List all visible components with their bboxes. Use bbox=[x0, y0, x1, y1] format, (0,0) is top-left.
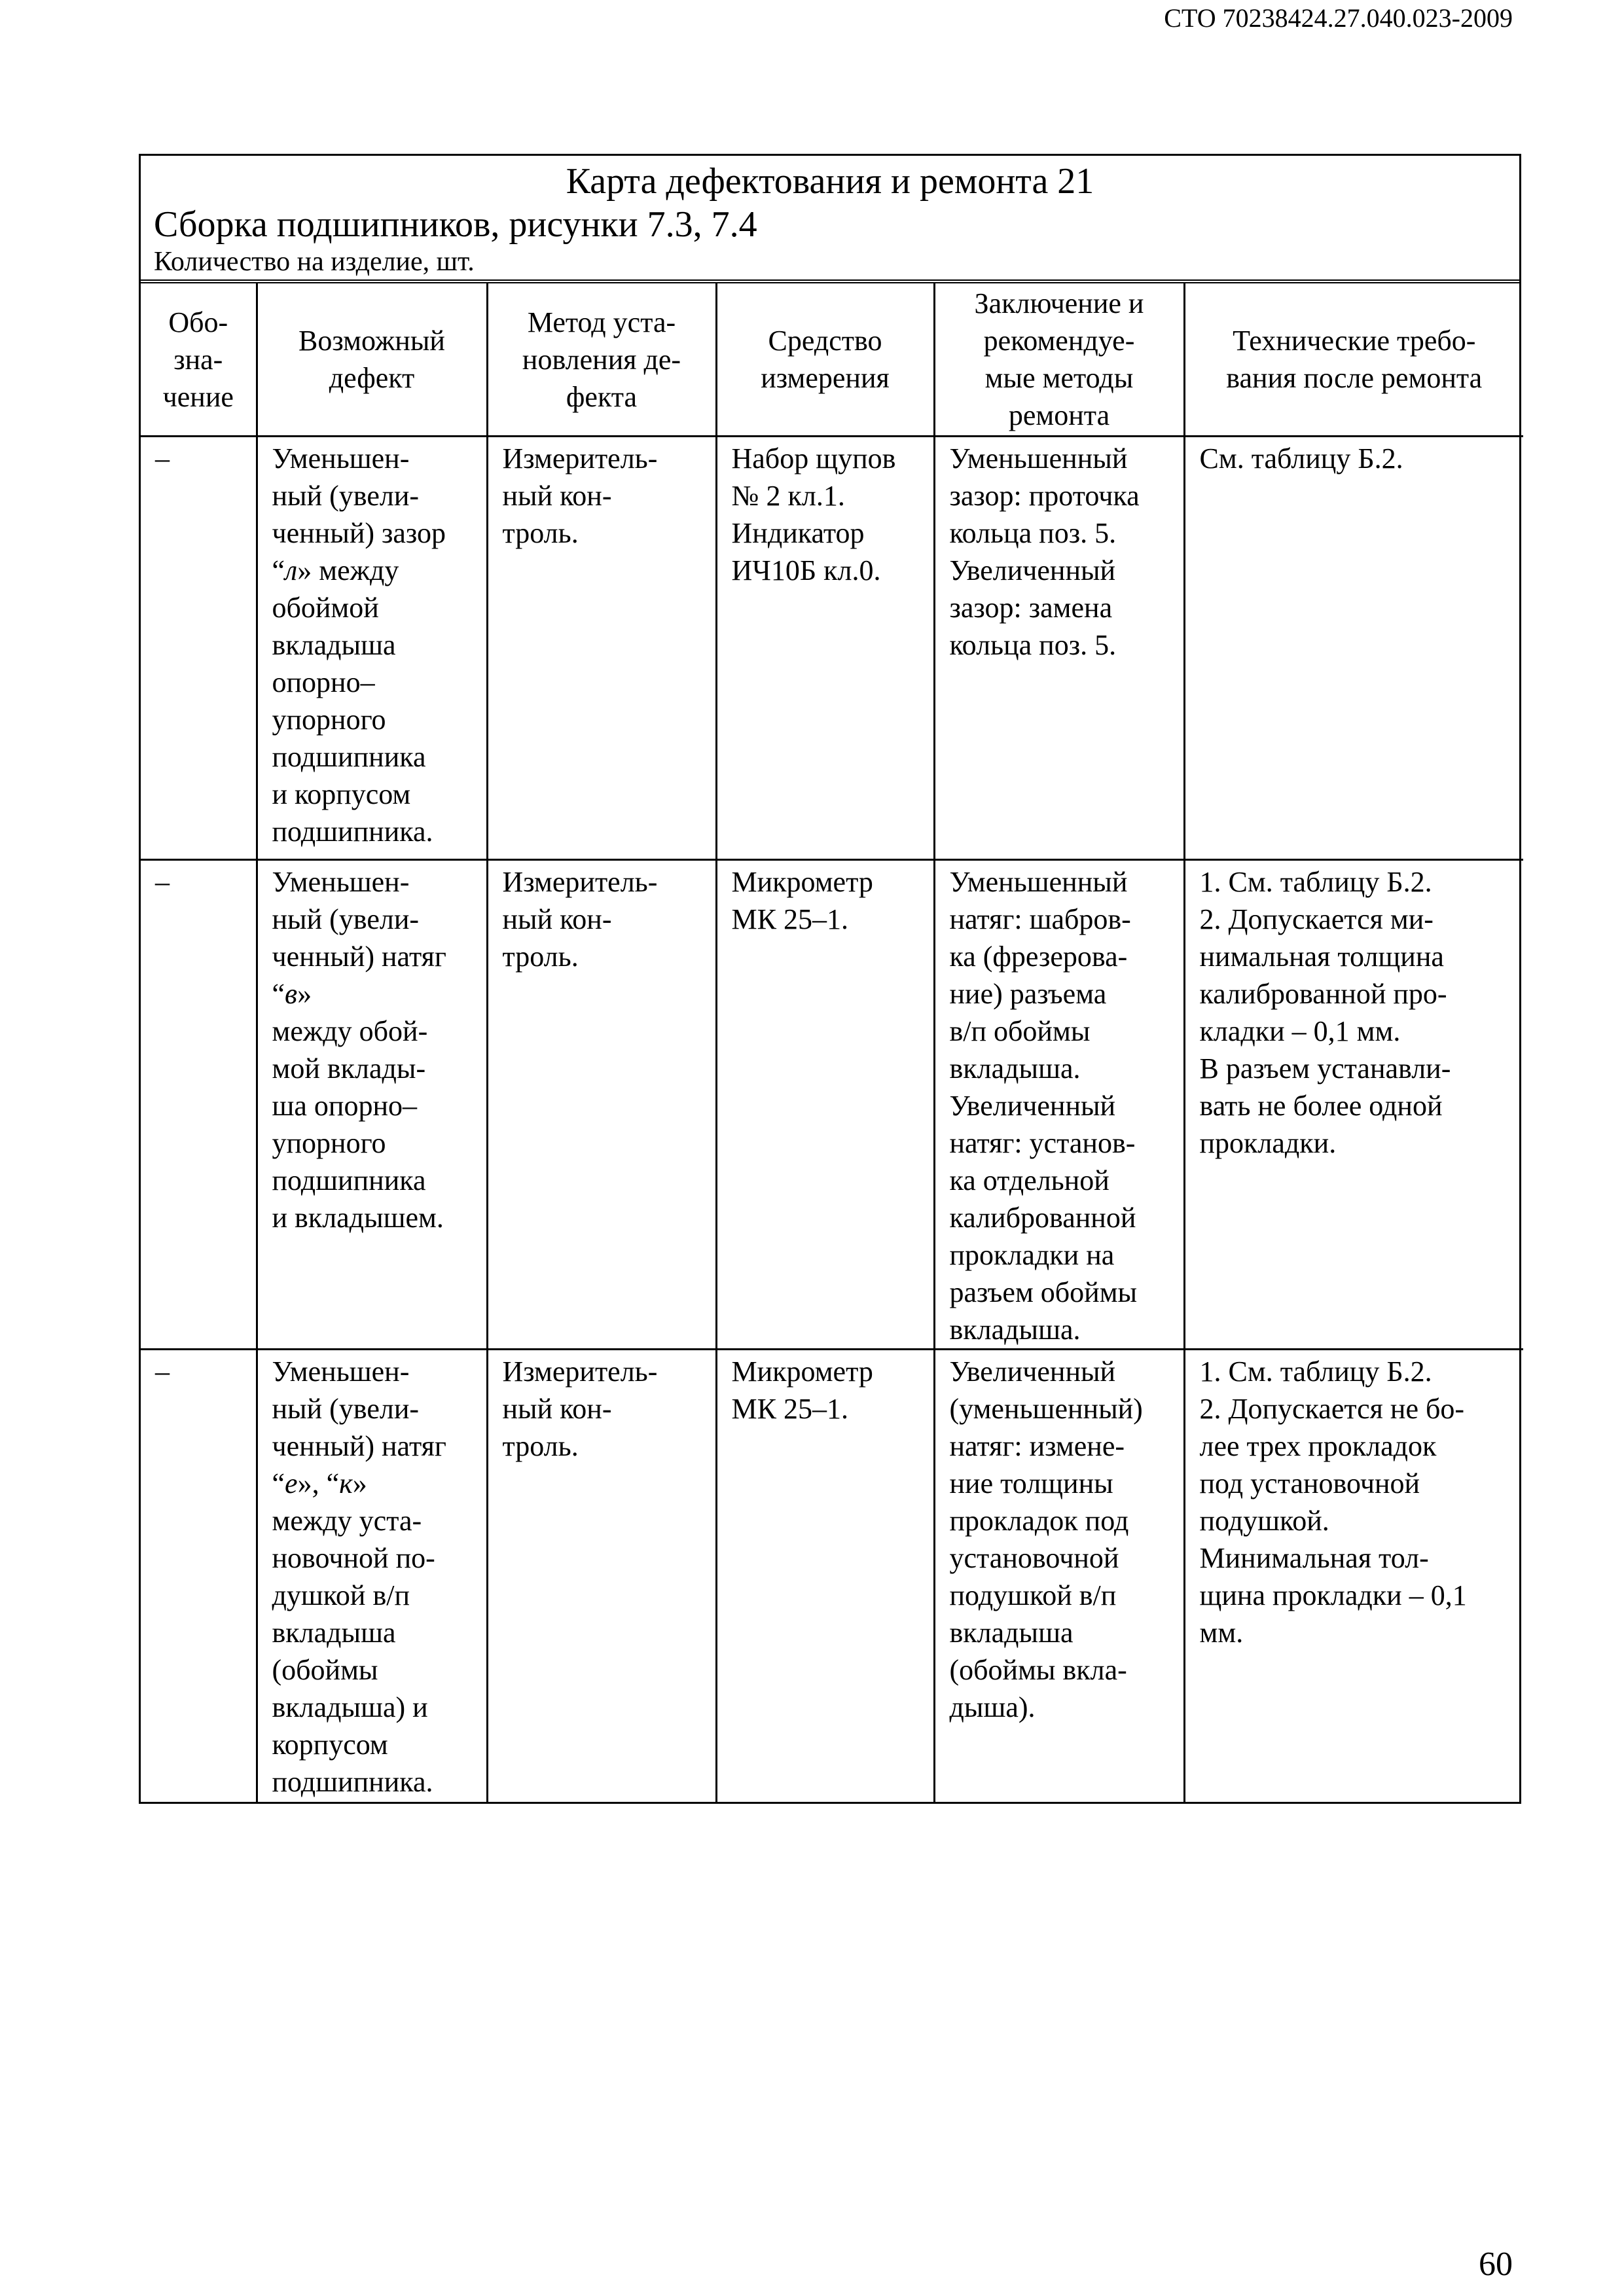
cell-line: дыша). bbox=[949, 1691, 1036, 1723]
cell-line: ченный) зазор bbox=[272, 517, 446, 549]
cell-line: подшипника. bbox=[272, 816, 433, 848]
cell-line: Средство bbox=[768, 325, 882, 357]
cell-line: Метод уста- bbox=[527, 306, 676, 338]
cell-line: – bbox=[155, 866, 170, 898]
cell-method bbox=[487, 1350, 716, 1803]
cell-line: “в» bbox=[272, 978, 312, 1010]
cell-line: ремонта bbox=[1008, 399, 1110, 431]
cell-line: № 2 кл.1. bbox=[731, 480, 845, 512]
cell-line: 1. См. таблицу Б.2. bbox=[1199, 866, 1432, 898]
cell-line: и вкладышем. bbox=[272, 1202, 444, 1234]
cell-line: ша опорно– bbox=[272, 1090, 418, 1122]
cell-line: “е», “к» bbox=[272, 1467, 367, 1499]
cell-line: чение bbox=[162, 380, 234, 413]
cell-line: лее трех прокладок bbox=[1199, 1430, 1437, 1462]
cell-line: Микрометр bbox=[731, 866, 873, 898]
cell-line: кладки – 0,1 мм. bbox=[1199, 1015, 1401, 1047]
cell-defect bbox=[257, 860, 487, 1350]
cell-line: новления де- bbox=[522, 343, 681, 376]
cell-line: МК 25–1. bbox=[731, 1393, 848, 1425]
header-requirements bbox=[1184, 283, 1523, 437]
cell-line: троль. bbox=[502, 1430, 579, 1462]
cell-line: вкладыша. bbox=[949, 1314, 1081, 1346]
cell-line: 2. Допускается не бо- bbox=[1199, 1393, 1465, 1425]
card-header bbox=[141, 156, 1519, 283]
cell-line: троль. bbox=[502, 517, 579, 549]
page-number: 60 bbox=[1479, 2246, 1513, 2283]
header-defect bbox=[257, 283, 487, 437]
cell-method bbox=[487, 860, 716, 1350]
cell-line: калиброванной про- bbox=[1199, 978, 1447, 1010]
cell-line: Уменьшен- bbox=[272, 1355, 410, 1388]
cell-line: вания после ремонта bbox=[1226, 362, 1483, 394]
cell-line: “л» между bbox=[272, 554, 399, 586]
cell-line: упорного bbox=[272, 704, 386, 736]
cell-line: Минимальная тол- bbox=[1199, 1542, 1429, 1574]
cell-designation bbox=[141, 437, 257, 860]
cell-line: прокладок под bbox=[949, 1505, 1129, 1537]
header-instrument bbox=[716, 283, 934, 437]
cell-line: Обо- bbox=[168, 306, 228, 338]
cell-line: подшипника bbox=[272, 1164, 426, 1196]
cell-line: подушкой. bbox=[1199, 1505, 1329, 1537]
cell-line: Уменьшен- bbox=[272, 866, 410, 898]
cell-line: Уменьшенный bbox=[949, 866, 1128, 898]
cell-defect bbox=[257, 1350, 487, 1803]
cell-line: вкладыша bbox=[272, 629, 396, 661]
cell-line: (обоймы вкла- bbox=[949, 1654, 1127, 1686]
cell-line: мые методы bbox=[984, 362, 1134, 394]
cell-method bbox=[487, 437, 716, 860]
cell-line: мм. bbox=[1199, 1617, 1244, 1649]
cell-conclusion bbox=[934, 1350, 1184, 1803]
defect-table bbox=[141, 283, 1523, 1802]
cell-line: и корпусом bbox=[272, 778, 411, 810]
card-title: Карта дефектования и ремонта 21 bbox=[566, 161, 1094, 202]
cell-line: ка отдельной bbox=[949, 1164, 1110, 1196]
cell-line: под установочной bbox=[1199, 1467, 1420, 1499]
cell-line: натяг: установ- bbox=[949, 1127, 1136, 1159]
cell-line: ИЧ10Б кл.0. bbox=[731, 554, 881, 586]
header-conclusion bbox=[934, 283, 1184, 437]
cell-line: – bbox=[155, 1355, 170, 1388]
cell-requirements bbox=[1184, 860, 1523, 1350]
cell-line: дефект bbox=[329, 362, 415, 394]
cell-line: См. таблицу Б.2. bbox=[1199, 442, 1403, 475]
cell-line: Измеритель- bbox=[502, 866, 658, 898]
cell-line: Заключение и bbox=[974, 287, 1144, 319]
document-code: СТО 70238424.27.040.023-2009 bbox=[1164, 3, 1513, 33]
cell-line: прокладки. bbox=[1199, 1127, 1337, 1159]
cell-line: ный кон- bbox=[502, 903, 612, 935]
cell-line: вкладыша bbox=[949, 1617, 1074, 1649]
cell-line: ный (увели- bbox=[272, 1393, 420, 1425]
quantity-label: Количество на изделие, шт. bbox=[154, 247, 475, 277]
cell-line: подшипника. bbox=[272, 1766, 433, 1798]
cell-line: щина прокладки – 0,1 bbox=[1199, 1579, 1467, 1611]
cell-line: установочной bbox=[949, 1542, 1119, 1574]
cell-line: натяг: шабров- bbox=[949, 903, 1131, 935]
cell-line: ченный) натяг bbox=[272, 1430, 446, 1462]
cell-line: корпусом bbox=[272, 1729, 388, 1761]
cell-line: Технические требо- bbox=[1233, 325, 1476, 357]
cell-line: между обой- bbox=[272, 1015, 428, 1047]
cell-line: опорно– bbox=[272, 666, 375, 698]
cell-line: новочной по- bbox=[272, 1542, 435, 1574]
cell-line: вкладыша) и bbox=[272, 1691, 428, 1723]
cell-line: измерения bbox=[761, 362, 890, 394]
cell-line: ный (увели- bbox=[272, 903, 420, 935]
cell-instrument bbox=[716, 860, 934, 1350]
cell-designation bbox=[141, 1350, 257, 1803]
cell-line: троль. bbox=[502, 941, 579, 973]
cell-line: Измеритель- bbox=[502, 1355, 658, 1388]
cell-line: Уменьшен- bbox=[272, 442, 410, 475]
cell-line: зазор: замена bbox=[949, 592, 1113, 624]
cell-line: Индикатор bbox=[731, 517, 865, 549]
cell-line: Увеличенный bbox=[949, 1355, 1116, 1388]
cell-line: рекомендуе- bbox=[983, 325, 1135, 357]
header-method bbox=[487, 283, 716, 437]
cell-designation bbox=[141, 860, 257, 1350]
cell-line: зна- bbox=[173, 343, 223, 376]
cell-line: Увеличенный bbox=[949, 554, 1116, 586]
cell-line: калиброванной bbox=[949, 1202, 1136, 1234]
table-row bbox=[141, 1350, 1523, 1803]
cell-line: (уменьшенный) bbox=[949, 1393, 1143, 1425]
cell-line: ный (увели- bbox=[272, 480, 420, 512]
cell-line: натяг: измене- bbox=[949, 1430, 1125, 1462]
cell-line: вкладыша. bbox=[949, 1052, 1081, 1085]
cell-line: между уста- bbox=[272, 1505, 422, 1537]
cell-line: 2. Допускается ми- bbox=[1199, 903, 1434, 935]
table-header-row bbox=[141, 283, 1523, 437]
cell-line: Измеритель- bbox=[502, 442, 658, 475]
cell-line: – bbox=[155, 442, 170, 475]
cell-line: ние толщины bbox=[949, 1467, 1113, 1499]
cell-line: вать не более одной bbox=[1199, 1090, 1443, 1122]
cell-conclusion bbox=[934, 437, 1184, 860]
cell-line: Возможный bbox=[298, 325, 445, 357]
cell-line: упорного bbox=[272, 1127, 386, 1159]
cell-line: Уменьшенный bbox=[949, 442, 1128, 475]
cell-line: подшипника bbox=[272, 741, 426, 773]
cell-line: ный кон- bbox=[502, 1393, 612, 1425]
defect-repair-card bbox=[139, 154, 1521, 1804]
cell-line: зазор: проточка bbox=[949, 480, 1140, 512]
cell-line: Микрометр bbox=[731, 1355, 873, 1388]
cell-instrument bbox=[716, 437, 934, 860]
cell-line: душкой в/п bbox=[272, 1579, 410, 1611]
table-row bbox=[141, 437, 1523, 860]
cell-line: ный кон- bbox=[502, 480, 612, 512]
cell-line: прокладки на bbox=[949, 1239, 1115, 1271]
header-designation bbox=[141, 283, 257, 437]
cell-line: в/п обоймы bbox=[949, 1015, 1091, 1047]
cell-instrument bbox=[716, 1350, 934, 1803]
cell-requirements bbox=[1184, 437, 1523, 860]
cell-line: ка (фрезерова- bbox=[949, 941, 1128, 973]
cell-line: кольца поз. 5. bbox=[949, 517, 1117, 549]
cell-conclusion bbox=[934, 860, 1184, 1350]
cell-line: кольца поз. 5. bbox=[949, 629, 1117, 661]
cell-line: фекта bbox=[566, 380, 638, 413]
cell-line: (обоймы bbox=[272, 1654, 378, 1686]
cell-line: Увеличенный bbox=[949, 1090, 1116, 1122]
table-row bbox=[141, 860, 1523, 1350]
card-subtitle: Сборка подшипников, рисунки 7.3, 7.4 bbox=[154, 204, 757, 245]
cell-line: В разъем устанавли- bbox=[1199, 1052, 1451, 1085]
cell-line: ние) разъема bbox=[949, 978, 1107, 1010]
cell-line: обоймой bbox=[272, 592, 379, 624]
cell-line: подушкой в/п bbox=[949, 1579, 1117, 1611]
cell-line: 1. См. таблицу Б.2. bbox=[1199, 1355, 1432, 1388]
cell-defect bbox=[257, 437, 487, 860]
cell-requirements bbox=[1184, 1350, 1523, 1803]
cell-line: мой вклады- bbox=[272, 1052, 426, 1085]
cell-line: МК 25–1. bbox=[731, 903, 848, 935]
cell-line: Набор щупов bbox=[731, 442, 896, 475]
cell-line: нимальная толщина bbox=[1199, 941, 1444, 973]
cell-line: вкладыша bbox=[272, 1617, 396, 1649]
cell-line: разъем обоймы bbox=[949, 1276, 1138, 1308]
cell-line: ченный) натяг bbox=[272, 941, 446, 973]
